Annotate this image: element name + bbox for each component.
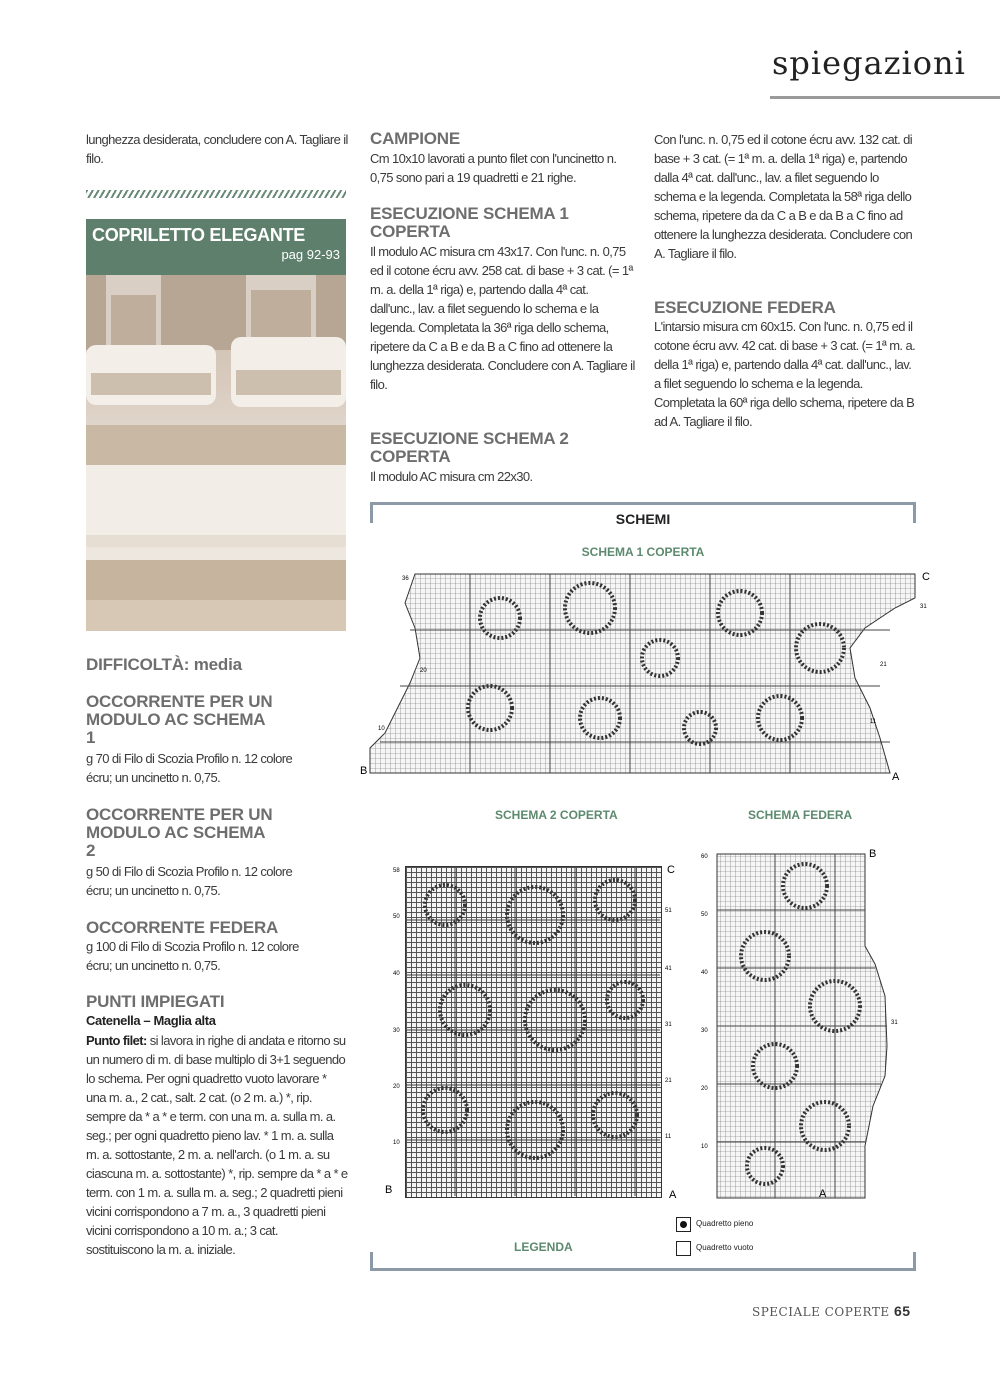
schema2-label-c: C — [667, 864, 675, 876]
schema2-row-31: 31 — [665, 1022, 672, 1028]
campione-title: CAMPIONE — [370, 129, 461, 148]
schema2-row-51: 51 — [665, 908, 672, 914]
schema2-motifs — [423, 880, 643, 1158]
federa-chart — [695, 846, 905, 1206]
stitches-sub: Catenella – Maglia alta — [86, 1013, 216, 1028]
feature-page: pag 92-93 — [281, 247, 340, 262]
schema1-title: SCHEMA 1 COPERTA — [581, 545, 705, 559]
legend-empty-label: Quadretto vuoto — [696, 1243, 754, 1252]
difficulty: DIFFICOLTÀ: media — [86, 655, 242, 674]
page-footer — [752, 1303, 911, 1319]
legend-empty-swatch — [676, 1241, 691, 1256]
schema1-label-c: C — [922, 571, 930, 583]
campione-text: Cm 10x10 lavorati a punto filet con l'uncinetto n. 0,75 sono pari a 19 quadretti e 21 righe. — [370, 151, 617, 185]
schema2-row-40: 40 — [393, 971, 400, 977]
col1-top-text: lunghezza desiderata, concludere con A. Tagliare il filo. — [86, 132, 348, 166]
req2-title: OCCORRENTE PER UN MODULO AC SCHEMA 2 — [86, 805, 273, 860]
schema2-row-58: 58 — [393, 868, 400, 874]
federa-row-30: 30 — [701, 1028, 708, 1034]
exec1-text: Il modulo AC misura cm 43x17. Con l'unc. n. 0,75 ed il cotone écru avv. 258 cat. di base + 3 cat. (= 1ª m. a. della 1ª riga) e, partendo dalla 4ª cat. dall'unc., lav. a filet seguendo lo schema e la legenda. Completata la 36ª riga dello schema, ripetere da C a B e da B a C fino ad ottenere la lunghezza desiderata. Concludere con A. Tagliare il filo. — [370, 244, 635, 392]
federa-chart-title: SCHEMA FEDERA — [748, 808, 853, 822]
schema1-row-20: 20 — [420, 668, 427, 674]
schemi-title: SCHEMI — [615, 511, 671, 527]
federa-row-31: 31 — [891, 1020, 898, 1026]
schemi-bottom-bracket — [370, 1252, 916, 1271]
filet-text: si lavora in righe di andata e ritorno su un numero di m. di base multiplo di 3+1 seguendo lo schema. Per ogni quadretto vuoto lavorare * una m. a., 2 cat., salt. 2 cat. (o 2 m. a.) *, rip. sempre da * a * e term. con una m. a. sulla m. a. seg.; per ogni quadretto pieno lav. * 1 m. a. sulla m. a. sottostante, 2 m. a. nell'arch. (o 1 m. a. su ciascuna m. a. sottostante) *, rip. sempre da * a * e term. con 1 m. a. sulla m. a. seg.; 2 quadretti pieni vicini corrispondono a 7 m. a., 3 quadretti pieni vicini corrispondono a 10 m. a.; 3 cat. sostituiscono la m. a. iniziale. — [86, 1033, 348, 1257]
exec2-text: Il modulo AC misura cm 22x30. — [370, 469, 533, 484]
schema2-row-10: 10 — [393, 1140, 400, 1146]
federa-row-40: 40 — [701, 970, 708, 976]
federa-text: L'intarsio misura cm 60x15. Con l'unc. n. 0,75 ed il cotone écru avv. 42 cat. di base + 3 cat. (= 1ª m. a. della 1ª riga) e, partendo dalla 4ª cat. dall'unc., lav. a filet seguendo lo schema e la legenda. Completata la 60ª riga dello schema, ripetere da B ad A. Tagliare il filo. — [654, 319, 916, 429]
schema1-label-a: A — [892, 771, 900, 783]
section-header: spiegazioni — [772, 44, 966, 82]
federa-row-10: 10 — [701, 1144, 708, 1150]
req3-text: g 100 di Filo di Scozia Profilo n. 12 colore écru; un uncinetto n. 0,75. — [86, 939, 299, 973]
feature-title: COPRILETTO ELEGANTE — [92, 225, 305, 245]
schema2-row-30: 30 — [393, 1028, 400, 1034]
filet-paragraph — [86, 1031, 348, 1259]
schema2-row-41: 41 — [665, 966, 672, 972]
footer-page-number: 65 — [893, 1303, 911, 1319]
schema1-row-21: 21 — [880, 662, 887, 668]
req3-title: OCCORRENTE FEDERA — [86, 918, 279, 937]
schema1-row-31: 31 — [920, 604, 927, 610]
federa-row-20: 20 — [701, 1086, 708, 1092]
schema1-row-36: 36 — [402, 576, 409, 582]
exec2-title: ESECUZIONE SCHEMA 2 COPERTA — [370, 429, 569, 466]
federa-label-a: A — [819, 1188, 827, 1200]
schema2-row-11: 11 — [665, 1134, 672, 1140]
footer-magazine: SPECIALE COPERTE — [752, 1305, 890, 1319]
bedspread-photo — [86, 275, 346, 631]
feature-title-box — [86, 219, 346, 275]
schema1-row-10: 10 — [378, 726, 385, 732]
schema2-row-21: 21 — [665, 1078, 672, 1084]
legend-full-label: Quadretto pieno — [696, 1219, 754, 1228]
bedspread-illustration — [86, 275, 346, 631]
federa-row-60: 60 — [701, 854, 708, 860]
schema2-row-50: 50 — [393, 914, 400, 920]
req2-text: g 50 di Filo di Scozia Profilo n. 12 colore écru; un uncinetto n. 0,75. — [86, 864, 293, 898]
federa-title: ESECUZIONE FEDERA — [654, 298, 836, 317]
schema2-overlay — [385, 860, 685, 1205]
hatch-divider — [86, 190, 346, 198]
req1-title: OCCORRENTE PER UN MODULO AC SCHEMA 1 — [86, 692, 273, 747]
legend-full-dot — [680, 1221, 687, 1228]
schema2-label-a: A — [669, 1189, 677, 1201]
filet-label: Punto filet: — [86, 1033, 147, 1048]
schema2-label-b: B — [385, 1184, 393, 1196]
schema1-chart — [360, 568, 940, 788]
federa-label-b: B — [869, 848, 877, 860]
legend-title: LEGENDA — [514, 1240, 573, 1254]
schema1-grid-shape — [370, 574, 915, 773]
legend-full-swatch — [676, 1217, 691, 1232]
schema2-row-20: 20 — [393, 1084, 400, 1090]
stitches-title: PUNTI IMPIEGATI — [86, 992, 225, 1011]
schema1-label-b: B — [360, 765, 368, 777]
col3-text: Con l'unc. n. 0,75 ed il cotone écru avv. 132 cat. di base + 3 cat. (= 1ª m. a. della 1ª riga) e, partendo dalla 4ª cat. dall'unc., lav. a filet seguendo lo schema e la legenda. Completata la 58ª riga dello schema, ripetere da da C a B e da B a C fino ad ottenere la lunghezza desiderata. Concludere con A. Tagliare il filo. — [654, 132, 913, 261]
schema1-row-11: 11 — [870, 719, 877, 725]
exec1-title: ESECUZIONE SCHEMA 1 COPERTA — [370, 204, 569, 241]
req1-text: g 70 di Filo di Scozia Profilo n. 12 colore écru; un uncinetto n. 0,75. — [86, 751, 293, 785]
schema2-title: SCHEMA 2 COPERTA — [495, 808, 618, 822]
header-rule — [770, 96, 1000, 99]
federa-row-50: 50 — [701, 912, 708, 918]
